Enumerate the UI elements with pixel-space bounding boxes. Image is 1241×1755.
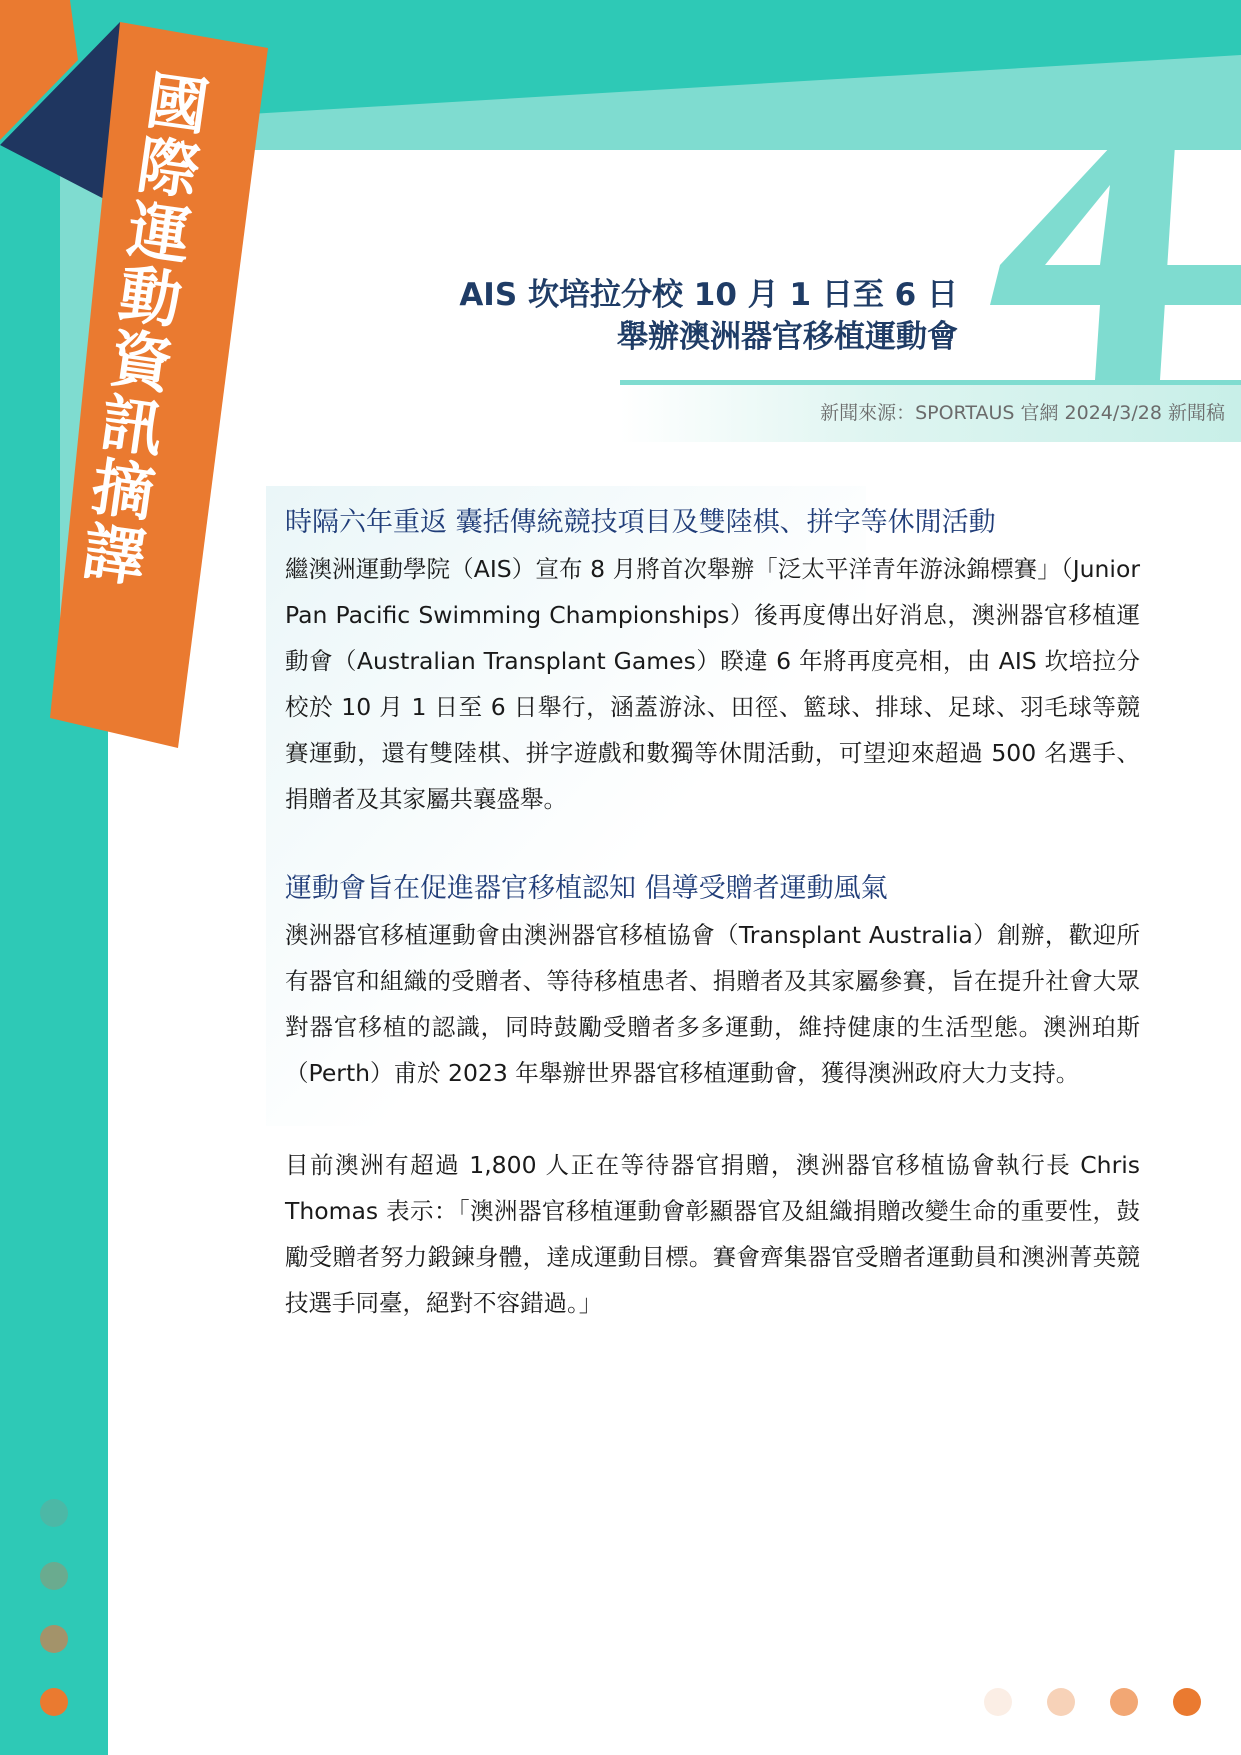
title-line-1: AIS 坎培拉分校 10 月 1 日至 6 日 xyxy=(459,277,958,313)
decor-dot xyxy=(40,1688,68,1716)
title-line-2: 舉辦澳洲器官移植運動會 xyxy=(617,319,958,355)
decor-dot xyxy=(40,1562,68,1590)
decor-dot xyxy=(1047,1688,1075,1716)
article-title xyxy=(459,274,958,358)
banner-char: 國 xyxy=(141,63,214,145)
section-paragraph-2: 澳洲器官移植運動會由澳洲器官移植協會（Transplant Australia）創辦，歡迎所有器官和組織的受贈者、等待移植患者、捐贈者及其家屬參賽，旨在提升社會大眾對器官移植的認識，同時鼓勵受贈者多多運動，維持健康的生活型態。澳洲珀斯（Perth）甫於 2023 年舉辦世界器官移植運動會，獲得澳洲政府大力支持。 xyxy=(285,921,1140,1087)
banner-char: 運 xyxy=(123,192,196,274)
section-heading-1: 時隔六年重返 囊括傳統競技項目及雙陸棋、拼字等休閒活動 xyxy=(285,507,996,538)
banner-char: 譯 xyxy=(78,514,150,596)
banner-char: 摘 xyxy=(87,449,159,531)
decor-dot xyxy=(984,1688,1012,1716)
news-source: 新聞來源：SPORTAUS 官網 2024/3/28 新聞稿 xyxy=(820,402,1225,424)
section-heading-2: 運動會旨在促進器官移植認知 倡導受贈者運動風氣 xyxy=(285,873,888,904)
decor-dot xyxy=(1173,1688,1201,1716)
decor-dot xyxy=(40,1499,68,1527)
banner-char: 際 xyxy=(132,128,205,210)
section-paragraph-3: 目前澳洲有超過 1,800 人正在等待器官捐贈，澳洲器官移植協會執行長 Chris Thomas 表示：「澳洲器官移植運動會彰顯器官及組織捐贈改變生命的重要性，鼓勵受贈者努力鍛鍊身體，達成運動目標。賽會齊集器官受贈者運動員和澳洲菁英競技選手同臺，絕對不容錯過。」 xyxy=(285,1151,1140,1317)
banner-char: 動 xyxy=(114,256,187,338)
section-paragraph-1: 繼澳洲運動學院（AIS）宣布 8 月將首次舉辦「泛太平洋青年游泳錦標賽」（Junior Pan Pacific Swimming Championships）後再度傳出好消息，澳洲器官移植運動會（Australian Transplant Games）睽違 6 年將再度亮相，由 AIS 坎培拉分校於 10 月 1 日至 6 日舉行，涵蓋游泳、田徑、籃球、排球、足球、羽毛球等競賽運動，還有雙陸棋、拼字遊戲和數獨等休閒活動，可望迎來超過 500 名選手、捐贈者及其家屬共襄盛舉。 xyxy=(285,555,1140,813)
banner-char: 訊 xyxy=(96,385,169,467)
banner-char: 資 xyxy=(105,321,178,403)
decor-dot xyxy=(40,1625,68,1653)
decor-dot xyxy=(1110,1688,1138,1716)
article-body xyxy=(285,500,1140,1326)
